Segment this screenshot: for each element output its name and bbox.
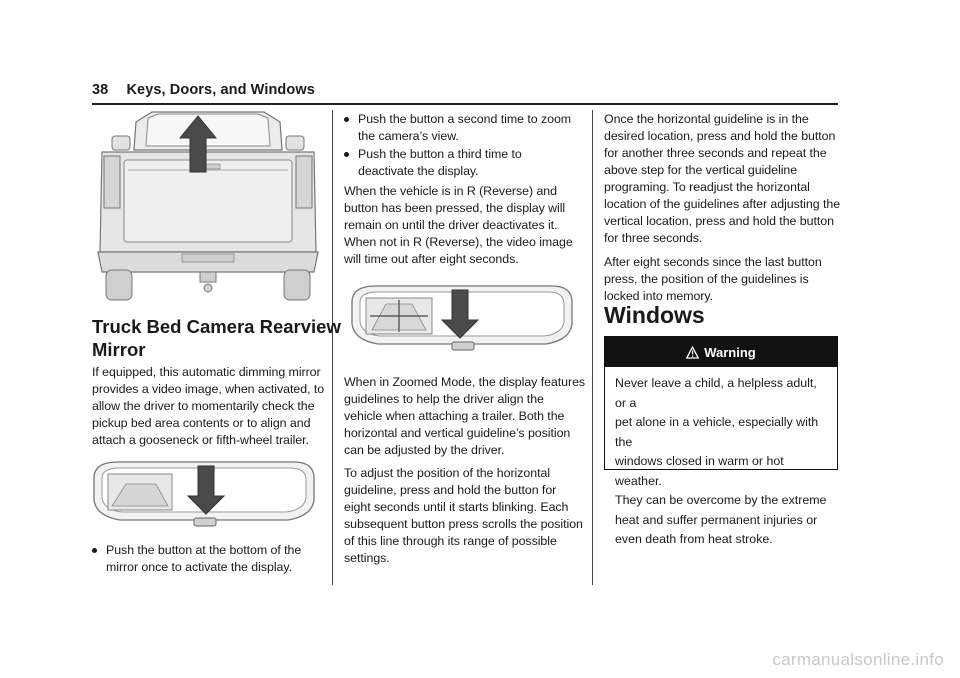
text-line: subsequent button press scrolls the position [344, 517, 583, 531]
text-line: programing. To readjust the horizontal [604, 180, 810, 194]
text-line: will time out after eight seconds. [344, 252, 519, 266]
text-line: heat and suffer permanent injuries or [615, 512, 818, 527]
section-heading-line1: Truck Bed Camera Rearview [92, 316, 341, 337]
text-line: windows closed in warm or hot weather. [615, 454, 784, 488]
text-line: allow the driver to momentarily check the [92, 399, 315, 413]
text-line: vehicle when attaching a trailer. Both the [344, 409, 565, 423]
text-line: vertical location, press and hold the button [604, 214, 834, 228]
text-line: When in Zoomed Mode, the display features [344, 375, 586, 389]
column-divider [332, 110, 333, 585]
text-line: eight seconds until it starts blinking. Each [344, 500, 569, 514]
rearview-mirror-illustration [88, 456, 320, 532]
text-line: They can be overcome by the extreme [615, 493, 827, 507]
text-line: attach a gooseneck or fifth-wheel trailer. [92, 433, 309, 447]
text-line: horizontal and vertical guideline’s position [344, 426, 571, 440]
text-line: deactivate the display. [358, 164, 479, 178]
text-line: locked into memory. [604, 289, 713, 303]
text-line: Push the button at the bottom of the [106, 543, 302, 557]
bullet-dot [344, 117, 349, 122]
text-line: guideline, press and hold the button for [344, 483, 557, 497]
text-line: for another three seconds and repeat the [604, 146, 827, 160]
text-line: guidelines to help the driver align the [344, 392, 544, 406]
column-divider [592, 110, 593, 585]
text-line: the camera’s view. [358, 129, 459, 143]
header-rule [92, 103, 838, 105]
text-line: desired location, press and hold the button [604, 129, 836, 143]
text-line: Once the horizontal guideline is in the [604, 112, 809, 126]
text-line: above step for the vertical guideline [604, 163, 798, 177]
text-line: Push the button a third time to [358, 147, 522, 161]
watermark: carmanualsonline.info [772, 650, 944, 669]
text-line: When not in R (Reverse), the video image [344, 235, 573, 249]
page-number: 38 [92, 82, 109, 98]
text-line: remain on until the driver deactivates it. [344, 218, 558, 232]
text-line: can be adjusted by the driver. [344, 443, 505, 457]
text-line: settings. [344, 551, 390, 565]
warning-triangle-icon [686, 346, 699, 359]
text-line: Never leave a child, a helpless adult, or a [615, 376, 817, 410]
bullet-dot [344, 152, 349, 157]
section-title: Keys, Doors, and Windows [126, 82, 315, 98]
text-line: of this line through its range of possible [344, 534, 557, 548]
text-line: After eight seconds since the last button [604, 255, 822, 269]
warning-title: Warning [704, 344, 756, 360]
truck-rear-illustration [92, 108, 324, 304]
warning-header [605, 337, 837, 367]
text-line: mirror once to activate the display. [106, 560, 292, 574]
text-line: even death from heat stroke. [615, 532, 773, 546]
text-line: When the vehicle is in R (Reverse) and [344, 184, 557, 198]
text-line: provides a video image, when activated, to [92, 382, 325, 396]
warning-body [605, 367, 837, 550]
text-line: location of the guidelines after adjusting the [604, 197, 841, 211]
text-line: If equipped, this automatic dimming mirror [92, 365, 321, 379]
text-line: button has been pressed, the display will [344, 201, 566, 215]
windows-heading: Windows [604, 302, 705, 328]
section-heading-line2: Mirror [92, 339, 146, 360]
warning-box [604, 336, 838, 546]
text-line: pet alone in a vehicle, especially with the [615, 415, 819, 449]
text-line: To adjust the position of the horizontal [344, 466, 551, 480]
text-line: for three seconds. [604, 231, 703, 245]
text-line: pickup bed area contents or to align and [92, 416, 311, 430]
text-line: Push the button a second time to zoom [358, 112, 572, 126]
bullet-dot [92, 548, 97, 553]
zoomed-mirror-illustration [346, 280, 578, 356]
text-line: press, the position of the guidelines is [604, 272, 809, 286]
running-header [92, 82, 838, 98]
